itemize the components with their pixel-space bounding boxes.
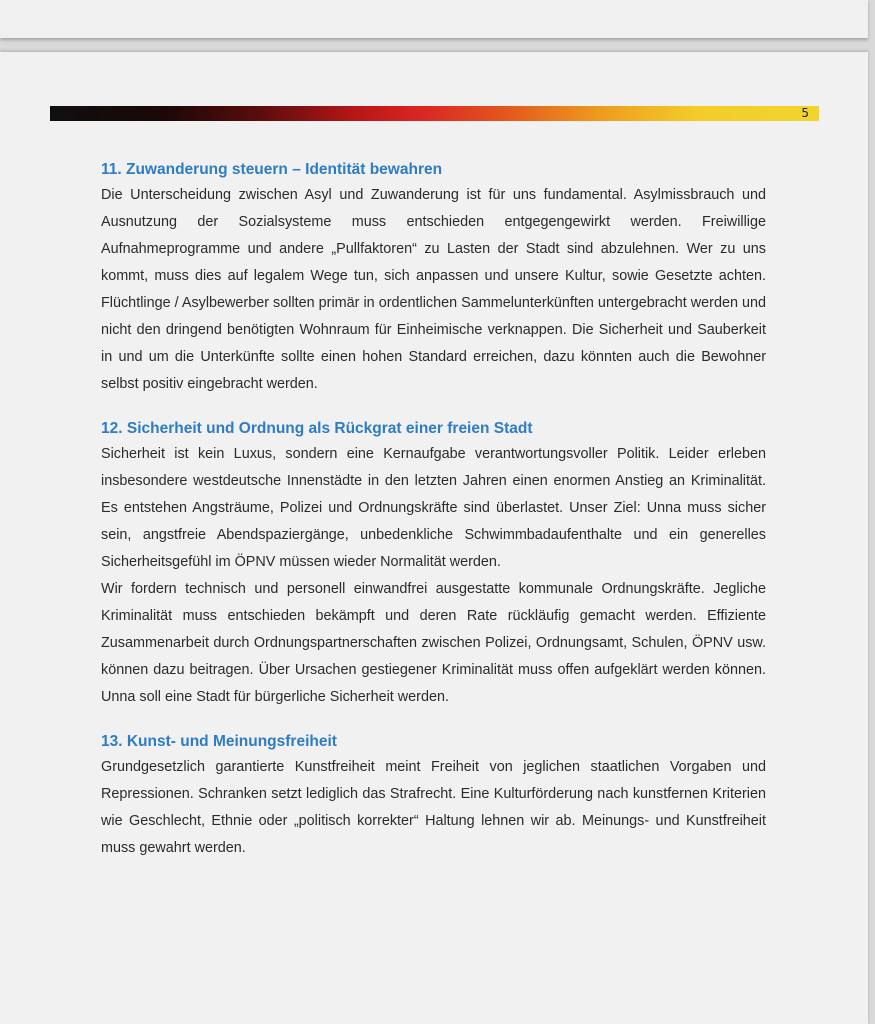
section-paragraph: Wir fordern technisch und personell einwandfrei ausgestatte kommunale Ordnungskräfte. Jegliche Kriminalität muss entschieden bekämpft und deren Rate rückläufig gemacht werden. Effiziente Zusammenarbeit durch Ordnungspartnerschaften zwischen Polizei, Ordnungsamt, Schulen, ÖPNV usw. können dazu beitragen. Über Ursachen gestiegener Kriminalität muss offen aufgeklärt werden können. Unna soll eine Stadt für bürgerliche Sicherheit werden. <box>101 581 766 705</box>
section-heading: 12. Sicherheit und Ordnung als Rückgrat einer freien Stadt <box>101 420 533 437</box>
section-heading: 13. Kunst- und Meinungsfreiheit <box>101 733 337 750</box>
previous-page <box>0 0 868 38</box>
section-security <box>101 417 766 711</box>
page-content <box>101 158 766 881</box>
section-immigration <box>101 158 766 398</box>
header-color-bar <box>50 106 819 121</box>
section-heading: 11. Zuwanderung steuern – Identität bewahren <box>101 161 443 178</box>
section-paragraph: Grundgesetzlich garantierte Kunstfreiheit meint Freiheit von jeglichen staatlichen Vorgaben und Repressionen. Schranken setzt lediglich das Strafrecht. Eine Kulturförderung nach kunstfernen Kriterien wie Geschlecht, Ethnie oder „politisch korrekter“ Haltung lehnen wir ab. Meinungs- und Kunstfreiheit muss gewahrt werden. <box>101 759 766 856</box>
section-paragraph: Die Unterscheidung zwischen Asyl und Zuwanderung ist für uns fundamental. Asylmissbrauch und Ausnutzung der Sozialsysteme muss entschieden entgegengewirkt werden. Freiwillige Aufnahmeprogramme und andere „Pullfaktoren“ zu Lasten der Stadt sind abzulehnen. Wer zu uns kommt, muss dies auf legalem Wege tun, sich anpassen und unsere Kultur, sowie Gesetzte achten. Flüchtlinge / Asylbewerber sollten primär in ordentlichen Sammelunterkünften untergebracht werden und nicht den dringend benötigten Wohnraum für Einheimische verknappen. Die Sicherheit und Sauberkeit in und um die Unterkünfte sollte einen hohen Standard erreichen, dazu könnten auch die Bewohner selbst positiv eingebracht werden. <box>101 187 766 392</box>
document-page <box>0 52 868 1024</box>
section-art-freedom <box>101 730 766 862</box>
section-paragraph: Sicherheit ist kein Luxus, sondern eine Kernaufgabe verantwortungsvoller Politik. Leider erleben insbesondere westdeutsche Innenstädte in den letzten Jahren einen enormen Anstieg an Kriminalität. Es entstehen Angsträume, Polizei und Ordnungskräfte sind überlastet. Unser Ziel: Unna muss sicher sein, angstfreie Abendspaziergänge, unbedenkliche Schwimmbadaufenthalte und ein generelles Sicherheitsgefühl im ÖPNV müssen wieder Normalität werden. <box>101 446 766 570</box>
page-number: 5 <box>801 106 809 120</box>
